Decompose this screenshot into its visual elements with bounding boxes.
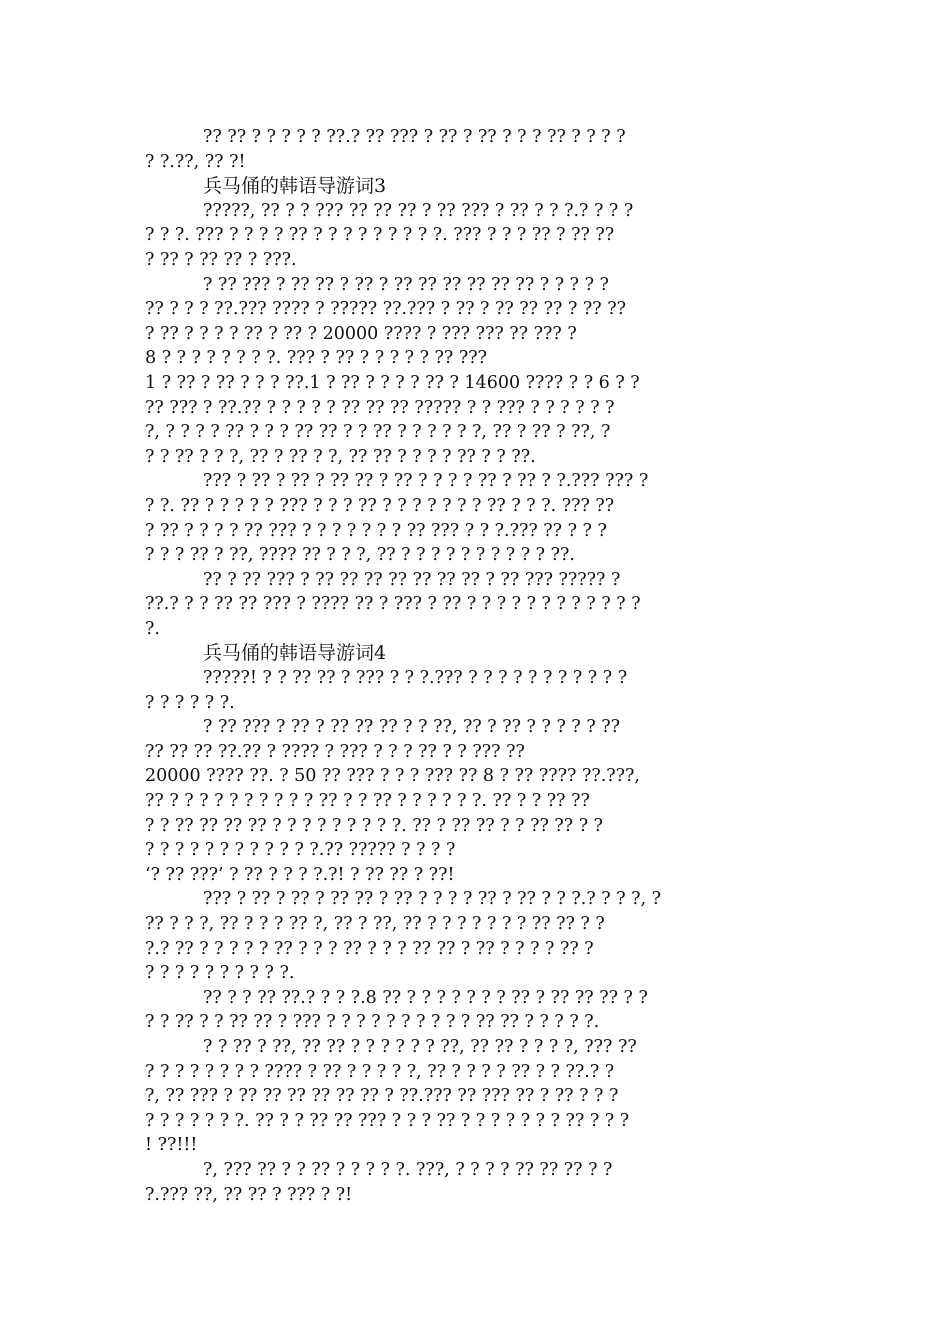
paragraph <box>145 273 810 470</box>
paragraph-line: ? ?? ? ? ? ? ?? ??? ? ? ? ? ? ? ? ?? ??? ? ? ?.??? ?? ? ? ? <box>145 520 607 541</box>
paragraph-line: ‘? ?? ???’ ? ?? ? ? ? ?.?! ? ?? ?? ? ??! <box>145 864 455 885</box>
paragraph <box>145 1158 810 1207</box>
paragraph <box>145 986 810 1035</box>
paragraph <box>145 666 810 715</box>
paragraph-line: ? ? ? ? ? ? ?. ?? ? ? ?? ?? ??? ? ? ? ?? ? ? ? ? ? ? ? ?? ? ? ? <box>145 1110 630 1131</box>
paragraph-line: ?.??? ??, ?? ?? ? ??? ? ?! <box>145 1184 353 1205</box>
paragraph-line: ?? ?? ?? ??.?? ? ???? ? ??? ? ? ? ?? ? ? ??? ?? <box>145 741 525 762</box>
paragraph <box>145 887 810 985</box>
paragraph-line: ?????, ?? ? ? ??? ?? ?? ?? ? ?? ??? ? ?? ? ? ?.? ? ? ? <box>203 200 634 221</box>
paragraph-line: ? ?? ??? ? ?? ?? ? ?? ? ?? ?? ?? ?? ?? ?? ? ? ? ? ? <box>203 274 609 295</box>
paragraph-line: ??? ? ?? ? ?? ? ?? ?? ? ?? ? ? ? ? ?? ? ?? ? ? ?.? ? ? ?, ? <box>203 889 662 910</box>
paragraph <box>145 125 810 174</box>
paragraph-line: ? ?? ??? ? ?? ? ?? ?? ?? ? ? ??, ?? ? ?? ? ? ? ? ? ?? <box>203 717 621 738</box>
paragraph-line: ??? ? ?? ? ?? ? ?? ?? ? ?? ? ? ? ? ?? ? ?? ? ?.??? ??? ? <box>203 471 649 492</box>
paragraph-line: ? ? ?? ?? ?? ?? ? ? ? ? ? ? ? ? ?. ?? ? ?? ?? ? ? ?? ?? ? ? <box>145 815 604 836</box>
document-page <box>145 125 810 1207</box>
paragraph-line: ? ? ? ?? ? ??, ???? ?? ? ? ?, ?? ? ? ? ? ? ? ? ? ? ? ??. <box>145 545 575 566</box>
paragraph <box>145 568 810 642</box>
paragraph-line: ??.? ? ? ?? ?? ??? ? ???? ?? ? ??? ? ?? ? ? ? ? ? ? ? ? ? ? ? ? <box>145 594 641 615</box>
paragraph-line: 8 ? ? ? ? ? ? ? ?. ??? ? ?? ? ? ? ? ? ?? ??? <box>145 348 488 369</box>
paragraph-line: ?, ? ? ? ? ?? ? ? ? ?? ?? ? ? ?? ? ? ? ? ? ?, ?? ? ?? ? ??, ? <box>145 422 611 443</box>
paragraph-line: ?? ? ? ?? ??.? ? ? ?.8 ?? ? ? ? ? ? ? ? ?? ? ?? ?? ?? ? ? <box>203 987 648 1008</box>
paragraph-line: ? ? ?. ??? ? ? ? ? ?? ? ? ? ? ? ? ? ? ?. ??? ? ? ? ?? ? ?? ?? <box>145 225 615 246</box>
paragraph-line: ? ? ?? ? ? ?? ?? ? ??? ? ? ? ? ? ? ? ? ? ? ?? ?? ? ? ? ? ?. <box>145 1012 600 1033</box>
paragraph-line: 20000 ???? ??. ? 50 ?? ??? ? ? ? ??? ?? 8 ? ?? ???? ??.???, <box>145 766 640 787</box>
paragraph-line: ?? ?? ? ? ? ? ? ??.? ?? ??? ? ?? ? ?? ? ? ? ?? ? ? ? ? <box>203 127 626 147</box>
section-heading: 兵马俑的韩语导游词4 <box>203 642 387 665</box>
paragraph-line: ? ? ? ? ? ? ? ? ???? ? ?? ? ? ? ? ?, ?? ? ? ? ? ?? ? ? ??.? ? <box>145 1061 615 1082</box>
paragraph-line: ?, ?? ??? ? ?? ?? ?? ?? ?? ?? ? ??.??? ?? ??? ?? ? ?? ? ? ? <box>145 1086 619 1107</box>
paragraph-line: ?? ? ?? ??? ? ?? ?? ?? ?? ?? ?? ?? ? ?? ??? ????? ? <box>203 569 621 590</box>
paragraph-line: ? ?? ? ?? ?? ? ???. <box>145 249 297 270</box>
paragraph-line: ?. <box>145 618 160 639</box>
paragraph-line: ! ??!!! <box>145 1135 198 1156</box>
paragraph <box>145 715 810 887</box>
paragraph-line: ? ? ?? ? ? ?, ?? ? ?? ? ?, ?? ?? ? ? ? ? ?? ? ? ??. <box>145 446 536 467</box>
paragraph-line: ? ? ? ? ? ?. <box>145 692 235 713</box>
paragraph-line: ?, ??? ?? ? ? ?? ? ? ? ? ?. ???, ? ? ? ? ?? ?? ?? ? ? <box>203 1159 613 1180</box>
section-heading: 兵马俑的韩语导游词3 <box>203 175 387 198</box>
paragraph-line: ? ?? ? ? ? ? ?? ? ?? ? 20000 ???? ? ??? ??? ?? ??? ? <box>145 323 577 344</box>
paragraph <box>145 199 810 273</box>
paragraph-line: ? ? ? ? ? ? ? ? ? ?. <box>145 963 295 984</box>
paragraph-line: ?.? ?? ? ? ? ? ? ?? ? ? ? ?? ? ? ? ?? ?? ? ?? ? ? ? ? ?? ? <box>145 938 594 959</box>
paragraph-line: ? ?.??, ?? ?! <box>145 151 246 172</box>
paragraph-line: ?? ? ? ? ??.??? ???? ? ????? ??.??? ? ?? ? ?? ?? ?? ? ?? ?? <box>145 299 626 320</box>
paragraph <box>145 469 810 567</box>
paragraph-line: 1 ? ?? ? ?? ? ? ? ??.1 ? ?? ? ? ? ? ?? ? 14600 ???? ? ? 6 ? ? <box>145 372 640 393</box>
paragraph-line: ? ? ? ? ? ? ? ? ? ? ? ?.?? ????? ? ? ? ? <box>145 840 456 861</box>
paragraph-line: ?? ??? ? ??.?? ? ? ? ? ? ?? ?? ?? ????? ? ? ??? ? ? ? ? ? ? <box>145 397 615 418</box>
paragraph-line: ?????! ? ? ?? ?? ? ??? ? ? ?.??? ? ? ? ? ? ? ? ? ? ? ? <box>203 668 628 689</box>
paragraph-line: ?? ? ? ? ? ? ? ? ? ? ? ?? ? ? ?? ? ? ? ? ? ?. ?? ? ? ?? ?? <box>145 791 590 812</box>
paragraph <box>145 1035 810 1158</box>
paragraph-line: ?? ? ? ?, ?? ? ? ? ?? ?, ?? ? ??, ?? ? ? ? ? ? ? ? ?? ?? ? ? <box>145 914 605 934</box>
paragraph-line: ? ? ?? ? ??, ?? ?? ? ? ? ? ? ? ??, ?? ?? ? ? ? ?, ??? ?? <box>203 1036 637 1057</box>
paragraph-line: ? ?. ?? ? ? ? ? ? ??? ? ? ? ?? ? ? ? ? ? ? ? ?? ? ? ?. ??? ?? <box>145 495 615 516</box>
